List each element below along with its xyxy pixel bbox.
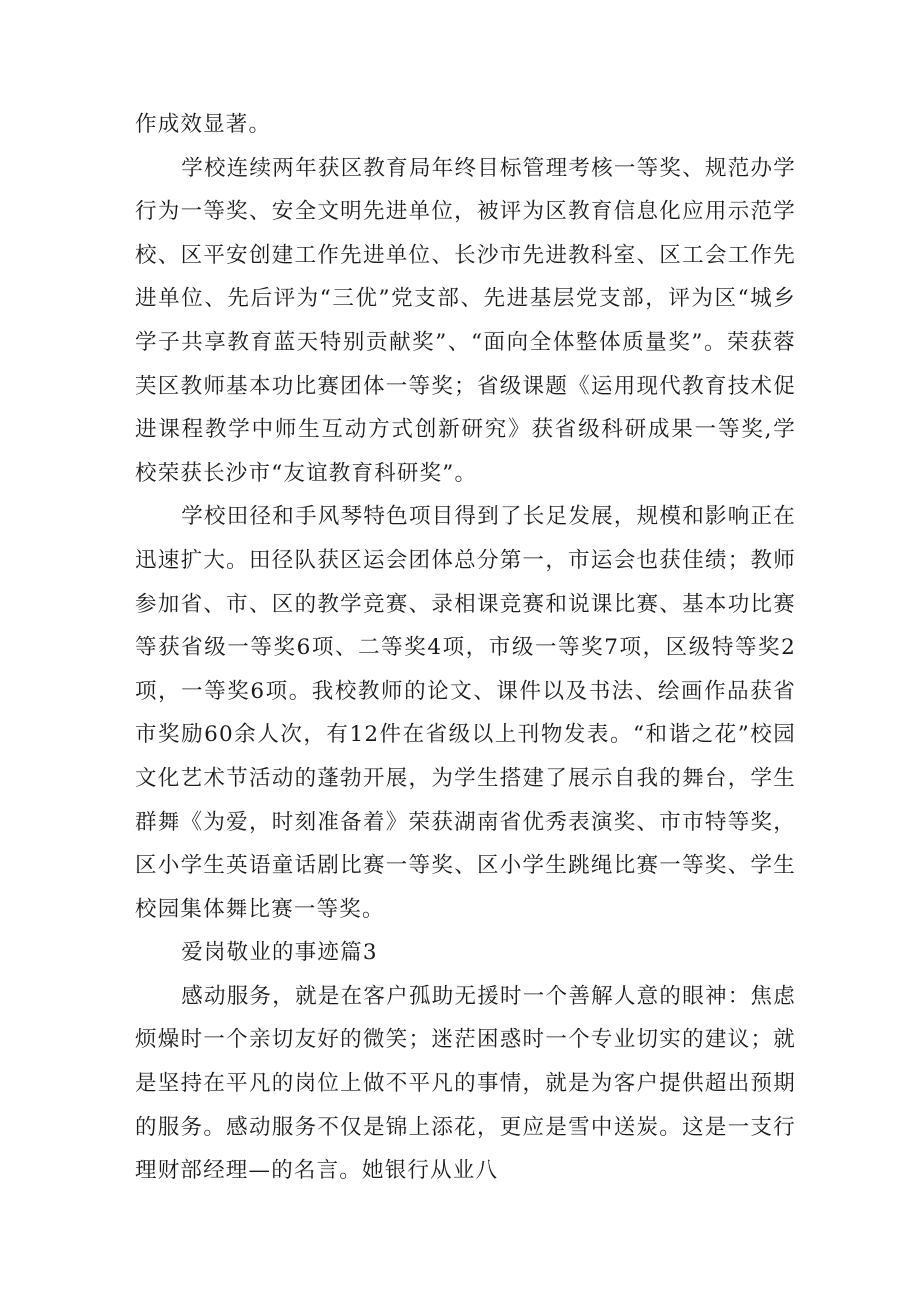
paragraph-continuation: 作成效显著。 — [135, 112, 272, 137]
paragraph-moving-service: 感动服务，就是在客户孤助无援时一个善解人意的眼神：焦虑烦燥时一个亲切友好的微笑；迷茫困惑时一个专业切实的建议；就是坚持在平凡的岗位上做不平凡的事情，就是为客户提供超出预期的服务。感动服务不仅是锦上添花，更应是雪中送炭。这是一支行理财部经理—的名言。她银行从业八 — [135, 983, 796, 1184]
section-heading: 爱岗敬业的事迹篇3 — [181, 940, 378, 966]
paragraph-school-awards: 学校连续两年获区教育局年终目标管理考核一等奖、规范办学行为一等奖、安全文明先进单位，被评为区教育信息化应用示范学校、区平安创建工作先进单位、长沙市先进教科室、区工会工作先进单位、先后评为“三优”党支部、先进基层党支部，评为区“城乡学子共享教育蓝天特别贡献奖”、“面向全体整体质量奖”。荣获蓉芙区教师基本功比赛团体一等奖；省级课题《运用现代教育技术促进课程教学中师生互动方式创新研究》获省级科研成果一等奖,学校荣获长沙市“友谊教育科研奖”。 — [135, 155, 796, 486]
paragraph-special-projects: 学校田径和手风琴特色项目得到了长足发展，规模和影响正在迅速扩大。田径队获区运会团体总分第一，市运会也获佳绩；教师参加省、市、区的教学竞赛、录相课竞赛和说课比赛、基本功比赛等获省级一等奖6项、二等奖4项，市级一等奖7项，区级特等奖2项，一等奖6项。我校教师的论文、课件以及书法、绘画作品获省市奖励60余人次，有12件在省级以上刊物发表。“和谐之花”校园文化艺术节活动的蓬勃开展，为学生搭建了展示自我的舞台，学生群舞《为爱，时刻准备着》荣获湖南省优秀表演奖、市市特等奖，区小学生英语童话剧比赛一等奖、区小学生跳绳比赛一等奖、学生校园集体舞比赛一等奖。 — [135, 504, 796, 922]
